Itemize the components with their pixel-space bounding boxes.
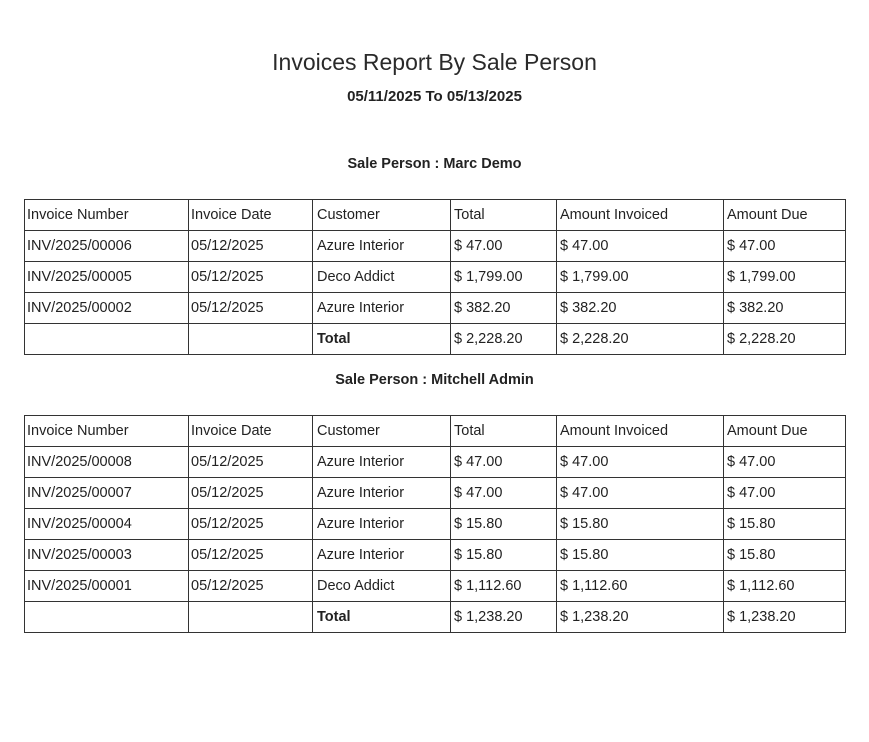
total-cell: $ 47.00: [451, 231, 557, 262]
report-title: Invoices Report By Sale Person: [272, 49, 597, 75]
table-header-row: [25, 416, 846, 447]
table-row: [25, 540, 846, 571]
table-row: [25, 571, 846, 602]
empty-cell: [189, 602, 313, 633]
invoice-number-cell: INV/2025/00003: [25, 540, 189, 571]
amount-due-cell: $ 47.00: [724, 447, 846, 478]
table-row: [25, 293, 846, 324]
column-header-customer: Customer: [313, 200, 451, 231]
column-header-total: Total: [451, 200, 557, 231]
customer-cell: Azure Interior: [313, 540, 451, 571]
invoice-date-cell: 05/12/2025: [189, 293, 313, 324]
column-header-invoice-date: Invoice Date: [189, 416, 313, 447]
table-row: [25, 262, 846, 293]
table-row: [25, 447, 846, 478]
grand-total-cell: $ 1,238.20: [451, 602, 557, 633]
section-heading-mitchell-admin: Sale Person : Mitchell Admin: [335, 372, 534, 388]
total-cell: $ 382.20: [451, 293, 557, 324]
invoice-table-mitchell-admin: [24, 415, 846, 633]
invoice-number-cell: INV/2025/00002: [25, 293, 189, 324]
customer-cell: Azure Interior: [313, 478, 451, 509]
customer-cell: Deco Addict: [313, 262, 451, 293]
invoice-number-cell: INV/2025/00007: [25, 478, 189, 509]
column-header-invoice-number: Invoice Number: [25, 200, 189, 231]
amount-invoiced-cell: $ 47.00: [557, 478, 724, 509]
column-header-invoice-date: Invoice Date: [189, 200, 313, 231]
invoice-date-cell: 05/12/2025: [189, 540, 313, 571]
customer-cell: Azure Interior: [313, 509, 451, 540]
customer-cell: Azure Interior: [313, 231, 451, 262]
table-total-row: [25, 324, 846, 355]
report-date-range: 05/11/2025 To 05/13/2025: [347, 88, 522, 105]
invoice-date-cell: 05/12/2025: [189, 262, 313, 293]
grand-amount-invoiced-cell: $ 2,228.20: [557, 324, 724, 355]
table-row: [25, 231, 846, 262]
grand-amount-invoiced-cell: $ 1,238.20: [557, 602, 724, 633]
grand-amount-due-cell: $ 1,238.20: [724, 602, 846, 633]
customer-cell: Deco Addict: [313, 571, 451, 602]
empty-cell: [189, 324, 313, 355]
column-header-total: Total: [451, 416, 557, 447]
invoice-date-cell: 05/12/2025: [189, 509, 313, 540]
invoice-number-cell: INV/2025/00001: [25, 571, 189, 602]
table-total-row: [25, 602, 846, 633]
column-header-invoice-number: Invoice Number: [25, 416, 189, 447]
total-label: Total: [313, 602, 451, 633]
empty-cell: [25, 602, 189, 633]
amount-invoiced-cell: $ 15.80: [557, 509, 724, 540]
column-header-amount-invoiced: Amount Invoiced: [557, 200, 724, 231]
column-header-amount-invoiced: Amount Invoiced: [557, 416, 724, 447]
amount-invoiced-cell: $ 47.00: [557, 231, 724, 262]
amount-invoiced-cell: $ 1,112.60: [557, 571, 724, 602]
amount-due-cell: $ 1,799.00: [724, 262, 846, 293]
total-cell: $ 47.00: [451, 478, 557, 509]
invoice-date-cell: 05/12/2025: [189, 447, 313, 478]
table-row: [25, 509, 846, 540]
column-header-amount-due: Amount Due: [724, 416, 846, 447]
total-label: Total: [313, 324, 451, 355]
amount-invoiced-cell: $ 15.80: [557, 540, 724, 571]
section-heading-marc-demo: Sale Person : Marc Demo: [347, 156, 522, 172]
invoice-number-cell: INV/2025/00005: [25, 262, 189, 293]
table-row: [25, 478, 846, 509]
total-cell: $ 15.80: [451, 540, 557, 571]
grand-total-cell: $ 2,228.20: [451, 324, 557, 355]
invoice-date-cell: 05/12/2025: [189, 478, 313, 509]
amount-due-cell: $ 47.00: [724, 231, 846, 262]
total-cell: $ 15.80: [451, 509, 557, 540]
amount-invoiced-cell: $ 1,799.00: [557, 262, 724, 293]
column-header-customer: Customer: [313, 416, 451, 447]
amount-invoiced-cell: $ 382.20: [557, 293, 724, 324]
customer-cell: Azure Interior: [313, 293, 451, 324]
grand-amount-due-cell: $ 2,228.20: [724, 324, 846, 355]
total-cell: $ 1,799.00: [451, 262, 557, 293]
table-header-row: [25, 200, 846, 231]
amount-due-cell: $ 47.00: [724, 478, 846, 509]
amount-due-cell: $ 1,112.60: [724, 571, 846, 602]
column-header-amount-due: Amount Due: [724, 200, 846, 231]
invoice-table-marc-demo: [24, 199, 846, 355]
amount-due-cell: $ 15.80: [724, 509, 846, 540]
invoice-number-cell: INV/2025/00004: [25, 509, 189, 540]
invoice-date-cell: 05/12/2025: [189, 231, 313, 262]
amount-invoiced-cell: $ 47.00: [557, 447, 724, 478]
amount-due-cell: $ 382.20: [724, 293, 846, 324]
amount-due-cell: $ 15.80: [724, 540, 846, 571]
invoice-number-cell: INV/2025/00006: [25, 231, 189, 262]
total-cell: $ 47.00: [451, 447, 557, 478]
customer-cell: Azure Interior: [313, 447, 451, 478]
invoice-number-cell: INV/2025/00008: [25, 447, 189, 478]
invoice-date-cell: 05/12/2025: [189, 571, 313, 602]
empty-cell: [25, 324, 189, 355]
total-cell: $ 1,112.60: [451, 571, 557, 602]
